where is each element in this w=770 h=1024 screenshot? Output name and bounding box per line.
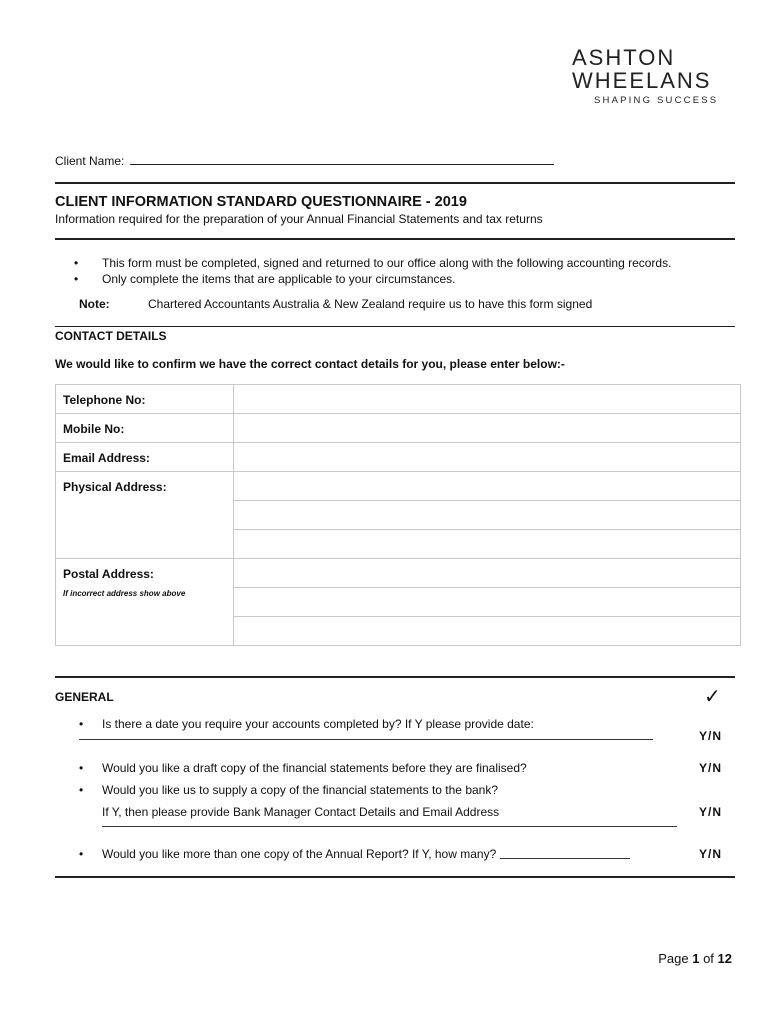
physical-address-field[interactable] xyxy=(234,530,741,559)
question-1: • Is there a date you require your accounts completed by? If Y please provide date: xyxy=(79,717,534,731)
divider xyxy=(55,238,735,240)
list-item: • Only complete the items that are applicable to your circumstances. xyxy=(74,272,456,286)
divider xyxy=(55,182,735,184)
telephone-label: Telephone No: xyxy=(56,385,234,414)
mobile-label: Mobile No: xyxy=(56,414,234,443)
client-name-label: Client Name: xyxy=(55,154,125,168)
question-4: • Would you like more than one copy of the Annual Report? If Y, how many? xyxy=(79,847,630,861)
yn-option[interactable]: Y/N xyxy=(699,761,723,775)
question-3-followup: If Y, then please provide Bank Manager Contact Details and Email Address xyxy=(102,805,500,819)
date-answer-line[interactable] xyxy=(79,739,653,740)
mobile-field[interactable] xyxy=(234,414,741,443)
logo-tagline: SHAPING SUCCESS xyxy=(594,95,719,106)
physical-address-field[interactable] xyxy=(234,501,741,530)
question-2: • Would you like a draft copy of the financial statements before they are finalised? xyxy=(79,761,527,775)
copies-answer-line[interactable] xyxy=(500,847,630,859)
general-heading: GENERAL xyxy=(55,690,114,704)
yn-option[interactable]: Y/N xyxy=(699,729,723,743)
form-title: CLIENT INFORMATION STANDARD QUESTIONNAIRE - 2019 xyxy=(55,194,467,210)
logo-line-1: ASHTON xyxy=(572,45,676,70)
postal-address-field[interactable] xyxy=(234,559,741,588)
note-label: Note: xyxy=(79,297,110,311)
postal-address-label: Postal Address: xyxy=(63,567,154,581)
page-number: Page 1 of 12 xyxy=(658,951,732,966)
company-logo xyxy=(572,46,722,106)
divider xyxy=(55,876,735,878)
postal-address-field[interactable] xyxy=(234,588,741,617)
list-item: • This form must be completed, signed and returned to our office along with the following accounting records. xyxy=(74,256,672,270)
contact-table xyxy=(55,384,741,646)
checkmark-icon: ✓ xyxy=(704,686,721,708)
divider xyxy=(55,326,735,327)
note-text: Chartered Accountants Australia & New Zealand require us to have this form signed xyxy=(148,297,593,311)
postal-address-cell xyxy=(56,559,234,646)
postal-address-field[interactable] xyxy=(234,617,741,646)
yn-option[interactable]: Y/N xyxy=(699,805,723,819)
contact-heading: CONTACT DETAILS xyxy=(55,329,167,343)
client-name-field[interactable] xyxy=(130,152,554,165)
instruction-list xyxy=(74,255,671,287)
physical-address-label: Physical Address: xyxy=(56,472,234,559)
yn-option[interactable]: Y/N xyxy=(699,847,723,861)
client-name-row xyxy=(55,152,554,168)
bank-details-line[interactable] xyxy=(102,826,677,827)
contact-intro: We would like to confirm we have the correct contact details for you, please enter below:- xyxy=(55,357,565,371)
email-field[interactable] xyxy=(234,443,741,472)
logo-line-2: WHEELANS xyxy=(572,68,712,93)
divider xyxy=(55,676,735,678)
email-label: Email Address: xyxy=(56,443,234,472)
physical-address-field[interactable] xyxy=(234,472,741,501)
postal-address-hint: If incorrect address show above xyxy=(63,589,186,598)
question-3: • Would you like us to supply a copy of the financial statements to the bank? xyxy=(79,783,499,797)
form-subtitle: Information required for the preparation of your Annual Financial Statements and tax returns xyxy=(55,212,543,226)
telephone-field[interactable] xyxy=(234,385,741,414)
note-row xyxy=(79,297,592,311)
